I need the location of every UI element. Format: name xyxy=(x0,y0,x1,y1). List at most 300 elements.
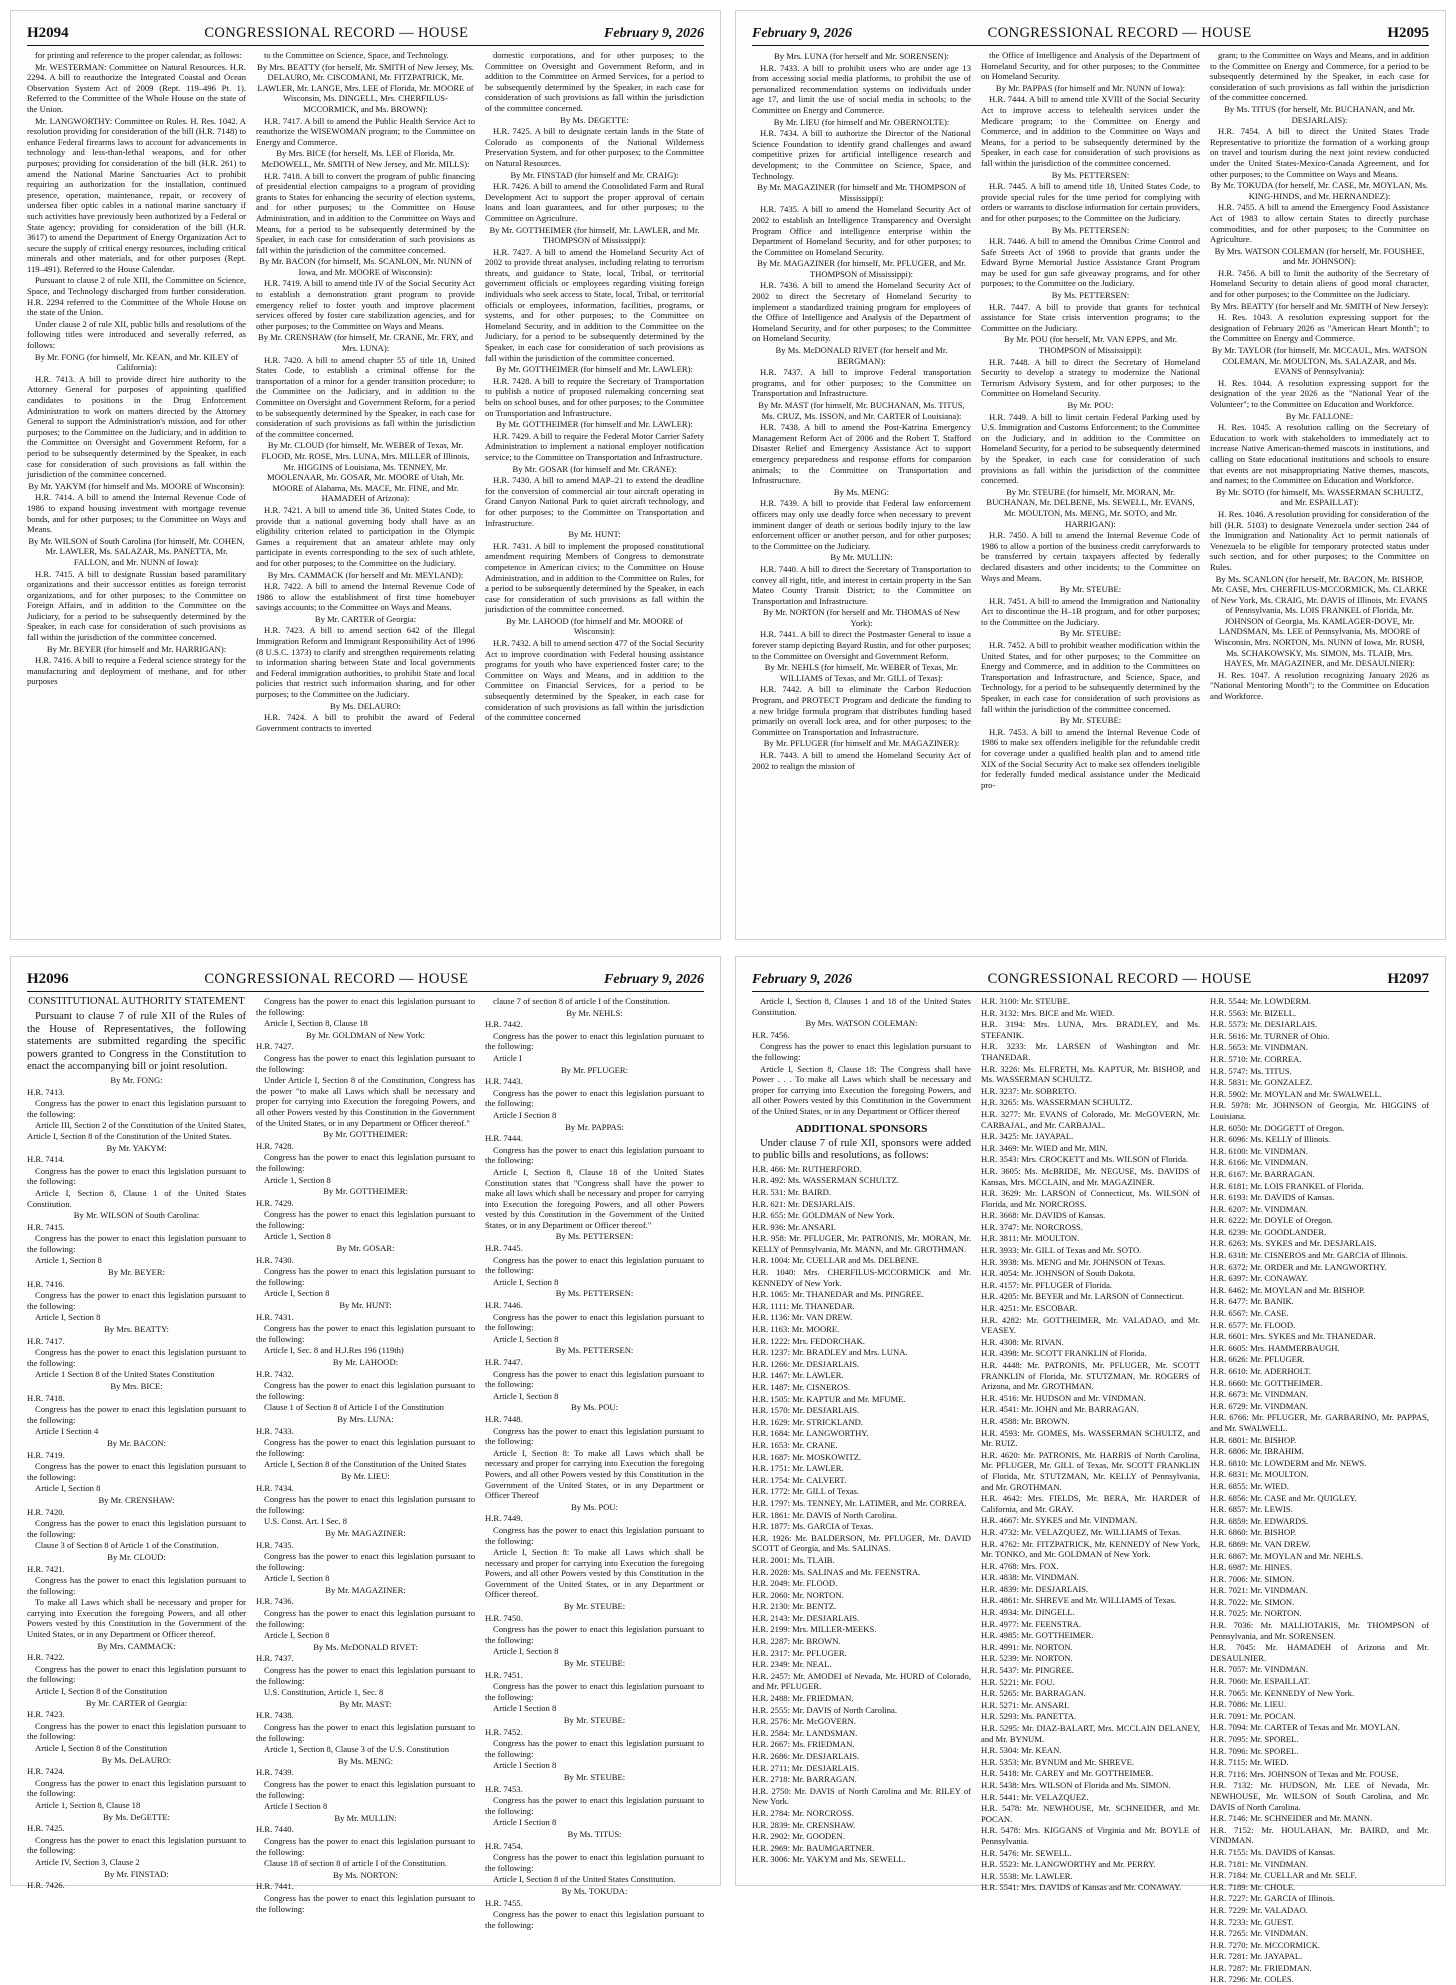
sponsor-entry: H.R. 6869: Mr. VAN DREW. xyxy=(1210,1538,1311,1549)
statement-text: Article I, Sec. 8 and H.J.Res 196 (119th) xyxy=(264,1345,404,1356)
sponsor-entry: H.R. 6810: Mr. LOWDERM and Mr. NEWS. xyxy=(1210,1457,1367,1468)
sponsor-line: By Mr. STEUBE (for himself, Mr. MORAN, Mr. BUCHANAN, Mr. DELBENE, Ms. SEWELL, Mr. EVANS, Mr. MOULTON, Ms. MENG, Mr. SOTO, and Mr. HARRIGAN): xyxy=(986,486,1195,529)
sponsor-line: By Ms. MENG: xyxy=(833,486,890,497)
sponsor-entry: H.R. 7006: Mr. SIMON. xyxy=(1210,1573,1295,1584)
sponsor-entry: H.R. 4991: Mr. NORTON. xyxy=(981,1641,1073,1652)
sponsor-entry: H.R. 3938: Ms. MENG and Mr. JOHNSON of Texas. xyxy=(981,1256,1166,1267)
sponsor-entry: H.R. 1772: Mr. GILL of Texas. xyxy=(752,1486,860,1497)
sponsor-entry: H.R. 7094: Mr. CARTER of Texas and Mr. MOYLAN. xyxy=(1210,1722,1400,1733)
section-title-additional-sponsors: ADDITIONAL SPONSORS xyxy=(795,1122,928,1135)
bill-number: H.R. 7428. xyxy=(256,1140,294,1151)
sponsor-entry: H.R. 5265: Mr. BARRAGAN. xyxy=(981,1688,1086,1699)
statement-text: Article I, Section 8 xyxy=(493,1646,559,1657)
sponsor-entry: H.R. 3194: Mrs. LUNA, Mrs. BRADLEY, and Ms. STEFANIK. xyxy=(981,1019,1200,1040)
sponsor-entry: H.R. 1065: Mr. THANEDAR and Ms. PINGREE. xyxy=(752,1289,924,1300)
sponsor-line: By Mr. GOTTHEIMER (for himself and Mr. LAWLER): xyxy=(496,364,693,375)
sponsor-entry: H.R. 7065: Mr. KENNEDY of New York. xyxy=(1210,1687,1355,1698)
bill-number: H.R. 7439. xyxy=(256,1767,294,1778)
sponsor-entry: H.R. 1653: Mr. CRANE. xyxy=(752,1439,838,1450)
bill-number: H.R. 7455. xyxy=(485,1897,523,1908)
statement-text: Congress has the power to enact this legislation pursuant to the following: xyxy=(27,1165,246,1187)
sponsor-entry: H.R. 1684: Mr. LANGWORTHY. xyxy=(752,1428,869,1439)
sponsor-entry: H.R. 2317: Mr. PFLUGER. xyxy=(752,1647,847,1658)
statement-text: Under Article I, Section 8 of the Constitution, Congress has the power "to make all Laws which shall be necessary and proper for carrying into Execution the foregoing Powers, and all other Powers vested by this Constitution in the Government of the United States, or in any Department or Officer thereof." xyxy=(256,1075,475,1128)
statement-text: Congress has the power to enact this legislation pursuant to the following: xyxy=(27,1834,246,1856)
column-3 xyxy=(485,996,704,1930)
statement-text: Article 1 Section 8 of the United States Constitution xyxy=(35,1369,215,1380)
sponsor-entry: H.R. 5418: Mr. CAREY and Mr. GOTTHEIMER. xyxy=(981,1768,1154,1779)
sponsor-line: By Ms. PETTERSEN: xyxy=(1051,224,1130,235)
page-header xyxy=(752,25,1429,46)
sponsor-line: By Ms. McDONALD RIVET (for herself and Mr. BERGMAN): xyxy=(775,345,948,366)
bill-entry: H.R. 7424. A bill to prohibit the award of Federal Government contracts to inverted xyxy=(256,712,475,733)
sponsor-entry: H.R. 7057: Mr. VINDMAN. xyxy=(1210,1664,1308,1675)
statement-text: Congress has the power to enact this legislation pursuant to the following: xyxy=(27,1461,246,1482)
statement-text: Congress has the power to enact this legislation pursuant to the following: xyxy=(485,1795,704,1816)
sponsor-entry: H.R. 531: Mr. BAIRD. xyxy=(752,1186,832,1197)
sponsor-entry: H.R. 4732: Mr. VELAZQUEZ, Mr. WILLIAMS of Texas. xyxy=(981,1526,1182,1537)
sponsor-entry: H.R. 6577: Mr. FLOOD. xyxy=(1210,1319,1296,1330)
sponsor-entry: H.R. 7036: Mr. MALLIOTAKIS, Mr. THOMPSON of Pennsylvania, and Mr. SORENSEN. xyxy=(1210,1620,1429,1641)
page-header xyxy=(752,971,1429,992)
statement-text: Congress has the power to enact this legislation pursuant to the following: xyxy=(256,1380,475,1401)
sponsor-entry: H.R. 5573: Mr. DESJARLAIS. xyxy=(1210,1019,1318,1030)
sponsor-line: By Mrs. WATSON COLEMAN: xyxy=(805,1018,918,1029)
statement-text: Clause 3 of Section 8 of Article 1 of the Constitution. xyxy=(35,1540,219,1551)
sponsor-line: By Mrs. BICE: xyxy=(110,1381,163,1391)
statement-text: Congress has the power to enact this legislation pursuant to the following: xyxy=(256,1494,475,1515)
sponsor-line: By Mr. TOKUDA (for herself, Mr. CASE, Mr. MOYLAN, Ms. KING-HINDS, and Mr. HERNANDEZ): xyxy=(1211,180,1428,201)
statement-text: Article IV, Section 3, Clause 2 xyxy=(35,1856,140,1867)
statement-text: Congress has the power to enact this legislation pursuant to the following: xyxy=(256,1778,475,1800)
bill-number: H.R. 7425. xyxy=(27,1823,65,1834)
bill-entry: H.R. 7454. A bill to direct the United States Trade Representative to prioritize the formation of a working group on travel and tourism during the next joint review conducted under the United States-Mexico-Canada Agreement, and for other purposes; to the Committee on Ways and Means. xyxy=(1210,126,1429,179)
sponsor-line: By Mr. MAST (for himself, Mr. BUCHANAN, Ms. TITUS, Ms. CRUZ, Ms. ISSON, and Mr. CARTER of Louisiana): xyxy=(758,400,965,421)
bill-entry: H.R. 7421. A bill to amend title 36, United States Code, to provide that a national governing body shall have as an eligibility criterion related to participation in the Olympic Games a requirement that an amateur athlete may only participate in events corresponding to the sex of such athlete, and for other purposes; to the Committee on the Judiciary. xyxy=(256,504,475,568)
sponsor-entry: H.R. 4588: Mr. BROWN. xyxy=(981,1415,1070,1426)
sponsor-entry: H.R. 7091: Mr. POCAN. xyxy=(1210,1710,1296,1721)
sponsor-line: By Mr. FINSTAD: xyxy=(104,1868,169,1879)
sponsor-entry: H.R. 6167: Mr. BARRAGAN. xyxy=(1210,1168,1315,1179)
bill-number: H.R. 7444. xyxy=(485,1133,523,1144)
statement-text: Article 1, Section 8, Clause 18 xyxy=(35,1799,141,1810)
bill-number: H.R. 7451. xyxy=(485,1669,523,1680)
sponsor-entry: H.R. 4620: Mr. PATRONIS, Mr. HARRIS of North Carolina, Mr. PFLUGER, Mr. GILL of Texas, Mr. SCOTT FRANKLIN of Florida, Mr. STUTZMAN, Mr. KELLY of Pennsylvania, and Mr. GROTHMAN. xyxy=(981,1449,1200,1492)
statement-text: Congress has the power to enact this legislation pursuant to the following: xyxy=(27,1098,246,1119)
sponsor-line: By Mr. LAHOOD (for himself and Mr. MOORE of Wisconsin): xyxy=(505,615,684,637)
sponsor-entry: H.R. 2784: Mr. NORCROSS. xyxy=(752,1807,854,1818)
bill-entry: H.R. 7456. A bill to limit the authority of the Secretary of Homeland Security to detain aliens of good moral character, and for other purposes; to the Committee on the Judiciary. xyxy=(1210,267,1429,300)
bill-entry: H.R. 7442. A bill to eliminate the Carbon Reduction Program, and PROTECT Program and dedicate the funding to a new bridge formula program that distributes funding based primarily on overall lock area, and for other purposes; to the Committee on Transportation and Infrastructure. xyxy=(752,684,971,737)
sponsor-entry: H.R. 2130: Mr. BENTZ. xyxy=(752,1601,837,1612)
bill-entry: H.R. 7451. A bill to amend the Immigration and Nationality Act to discontinue the H–1B program, and for other purposes; to the Committee on the Judiciary. xyxy=(981,595,1200,627)
bill-entry: H.R. 7446. A bill to amend the Omnibus Crime Control and Safe Streets Act of 1968 to provide that grants under the Edward Byrne Memorial Justice Assistance Grant Program may be used for gun safe giveaway programs, and for other purposes; to the Committee on the Judiciary. xyxy=(981,236,1200,289)
sponsor-entry: H.R. 6673: Mr. VINDMAN. xyxy=(1210,1389,1308,1400)
statement-text: Congress has the power to enact this legislation pursuant to the following: xyxy=(27,1347,246,1368)
sponsor-line: By Ms. TITUS (for herself, Mr. BUCHANAN, and Mr. DESJARLAIS): xyxy=(1224,103,1415,125)
sponsor-line: By Mr. CRENSHAW: xyxy=(98,1494,175,1505)
sponsor-entry: H.R. 6372: Mr. ORDER and Mr. LANGWORTHY. xyxy=(1210,1261,1387,1272)
bill-entry: H.R. 7440. A bill to direct the Secretary of Transportation to convey all right, title, and interest in certain property in the San Mateo County Transit District; to the Committee on Transportation and Infrastructure. xyxy=(752,563,971,606)
bill-entry: H.R. 7437. A bill to improve Federal transportation programs, and for other purposes; to the Committee on Transportation and Infrastructure. xyxy=(752,367,971,399)
sponsor-line: By Mr. NEHLS (for himself, Mr. WEBER of Texas, Mr. WILLIAMS of Texas, and Mr. GILL of Texas): xyxy=(764,662,959,683)
sponsor-entry: H.R. 7096: Mr. SPOREL. xyxy=(1210,1745,1299,1756)
sponsor-entry: H.R. 7152: Mr. HOULAHAN, Mr. BAIRD, and Mr. VINDMAN. xyxy=(1210,1824,1429,1846)
statement-text: Article I Section 8 xyxy=(493,1817,557,1828)
statement-text: Congress has the power to enact this legislation pursuant to the following: xyxy=(256,1209,475,1230)
sponsor-entry: H.R. 7227: Mr. GARCIA of Illinois. xyxy=(1210,1893,1335,1904)
sponsor-entry: H.R. 6166: Mr. VINDMAN. xyxy=(1210,1157,1308,1168)
sponsor-entry: H.R. 7184: Mr. CUELLAR and Mr. SELF. xyxy=(1210,1870,1357,1881)
bill-number: H.R. 7438. xyxy=(256,1710,294,1721)
statement-text: Congress has the power to enact this legislation pursuant to the following: xyxy=(485,1852,704,1873)
bill-number: H.R. 7435. xyxy=(256,1539,294,1550)
sponsor-entry: H.R. 3226: Ms. ELFRETH, Ms. KAPTUR, Mr. BISHOP, and Ms. WASSERMAN SCHULTZ. xyxy=(981,1063,1200,1085)
sponsor-entry: H.R. 4541: Mr. JOHN and Mr. BARRAGAN. xyxy=(981,1404,1139,1415)
bill-entry: Mr. LANGWORTHY: Committee on Rules. H. Res. 1042. A resolution providing for consideration of the bill (H.R. 7148) to enhance Federal firearms laws to account for advancements in technology and less-than-lethal weapons, and for other purposes; providing for consideration of the bill (H.R. 261) to amend the National Marine Sanctuaries Act to prohibit requiring an authorization for the installation, continued presence, operation, maintenance, repair, or recovery of undersea fiber optic cables in a national marine sanctuary if such activities have previously been authorized by a Federal or State agency; providing for consideration of the bill (H.R. 3617) to amend the Department of Energy Organization Act to secure the supply of critical energy resources, including critical minerals and other materials, and for other purposes (Rept. 119–491). Referred to the House Calendar. xyxy=(27,115,246,274)
sponsor-entry: H.R. 1570: Mr. DESJARLAIS. xyxy=(752,1405,860,1416)
bill-entry: H.R. 7444. A bill to amend title XVIII of the Social Security Act to improve access to telehealth services under the Medicare program; to the Committee on Energy and Commerce, and in addition to the Committee on Ways and Means, for a period to be subsequently determined by the Speaker, in each case for consideration of such provisions as fall within the jurisdiction of the committee concerned. xyxy=(981,94,1200,168)
sponsor-entry: H.R. 5478: Mrs. KIGGANS of Virginia and Mr. BOYLE of Pennsylvania. xyxy=(981,1825,1200,1846)
sponsor-entry: H.R. 2199: Mrs. MILLER-MEEKS. xyxy=(752,1624,877,1635)
sponsor-entry: H.R. 4516: Mr. HUDSON and Mr. VINDMAN. xyxy=(981,1392,1146,1403)
sponsor-entry: H.R. 3629: Mr. LARSON of Connecticut, Ms. WILSON of Florida, and Mr. NORCROSS. xyxy=(981,1188,1200,1209)
sponsor-line: By Mr. PAPPAS: xyxy=(565,1121,624,1132)
bill-entry: H. Res. 1047. A resolution recognizing January 2026 as "National Mentoring Month"; to the Committee on Education and Workforce. xyxy=(1210,669,1429,702)
statement-text: Congress has the power to enact this legislation pursuant to the following: xyxy=(485,1909,704,1930)
statement-text: Congress has the power to enact this legislation pursuant to the following: xyxy=(485,1624,704,1645)
bill-entry: H.R. 7418. A bill to convert the program of public financing of presidential election campaigns to a program of providing grants to States for enhancing the security of election systems, and for other purposes; to the Committee on House Administration, and in addition to the Committee on Ways and Means, for a period to be subsequently determined by the Speaker, in each case for consideration of such provisions as fall within the jurisdiction of the committee concerned. xyxy=(256,170,475,255)
statement-text: Article I, Section 8, Clause 18: The Congress shall have Power . . . To make all Laws which shall be necessary and proper for carrying into Execution the foregoing Powers, and all other Powers vested by this Constitution in the Government of the United States, or in any Department or Officer thereof xyxy=(752,1063,971,1116)
statement-text: Article I, Section 8 xyxy=(493,1276,559,1287)
bill-entry: H.R. 7420. A bill to amend chapter 55 of title 18, United States Code, to establish a criminal offense for the transportation of a minor for a gender transition procedure; to the Committee on the Judiciary, and in addition to the Committee on Oversight and Government Reform, for a period to be subsequently determined by the Speaker, in each case for consideration of such provisions as fall within the jurisdiction of the committee concerned. xyxy=(256,354,475,439)
sponsor-line: By Mr. LIEU (for himself and Mr. OBERNOLTE): xyxy=(773,116,950,127)
sponsor-line: By Mrs. CAMMACK: xyxy=(97,1640,176,1651)
sponsor-line: By Mr. PFLUGER (for himself and Mr. MAGAZINER): xyxy=(763,738,960,749)
sponsor-entry: H.R. 5831: Mr. GONZALEZ. xyxy=(1210,1077,1313,1088)
sponsor-entry: H.R. 2576: Mr. McGOVERN. xyxy=(752,1716,856,1727)
bill-number: H.R. 7446. xyxy=(485,1300,523,1311)
statement-text: Article I, Section 8 of the Constitution xyxy=(35,1686,167,1697)
sponsor-entry: H.R. 4934: Mr. DINGELL. xyxy=(981,1607,1075,1618)
sponsor-entry: H.R. 7146: Mr. SCHNEIDER and Mr. MANN. xyxy=(1210,1813,1373,1824)
bill-entry: H.R. 7425. A bill to designate certain lands in the State of Colorado as components of the National Wilderness Preservation System, and for other purposes; to the Committee on Natural Resources. xyxy=(485,126,704,168)
sponsor-entry: H.R. 6766: Mr. PFLUGER, Mr. GARBARINO, Mr. PAPPAS, and Mr. SWALWELL. xyxy=(1210,1412,1429,1433)
bill-entry: H.R. 7435. A bill to amend the Homeland Security Act of 2002 to establish an Intelligence Transparency and Oversight Program Office and intelligence enterprise within the Department of Homeland Security, and for other purposes; to the Committee on Homeland Security. xyxy=(752,204,971,257)
sponsor-entry: H.R. 2902: Mr. GOODEN. xyxy=(752,1831,845,1842)
bill-number: H.R. 7427. xyxy=(256,1041,294,1052)
bill-entry: H.R. 7453. A bill to amend the Internal Revenue Code of 1986 to make sex offenders ineligible for the refundable credit for coverage under a qualified health plan and to amend title XIX of the Social Security Act to make sex offenders ineligible for federally funded medical assistance under the Medicaid pro- xyxy=(981,726,1200,790)
sponsor-entry: H.R. 6856: Mr. CASE and Mr. QUIGLEY. xyxy=(1210,1492,1357,1503)
bill-number: H.R. 7453. xyxy=(485,1783,523,1794)
sponsor-line: By Mr. MAGAZINER: xyxy=(325,1584,406,1595)
sponsor-line: By Ms. PETTERSEN: xyxy=(555,1288,634,1299)
sponsor-line: By Mr. TAYLOR (for himself, Mr. MCCAUL, Mrs. WATSON COLEMAN, Mr. MOULTON, Ms. SALAZAR, and Ms. EVANS of Pennsylvania): xyxy=(1211,345,1428,377)
sponsor-line: By Mr. FONG (for himself, Mr. KEAN, and Mr. KILEY of California): xyxy=(34,351,239,373)
sponsor-entry: H.R. 5978: Mr. JOHNSON of Georgia, Mr. HIGGINS of Louisiana. xyxy=(1210,1100,1429,1121)
statements-list xyxy=(27,1075,246,1891)
sponsor-entry: H.R. 1111: Mr. THANEDAR. xyxy=(752,1300,855,1311)
sponsor-entry: H.R. 7095: Mr. SPOREL. xyxy=(1210,1734,1299,1744)
bill-entry: H.R. 7449. A bill to limit certain Federal Parking used by U.S. Immigration and Customs Enforcement; to the Committee on the Judiciary, and in addition to the Committee on Homeland Security, for a period to be subsequently determined by the Speaker, in each case for consideration of such provisions as fall within the jurisdiction of the committee concerned. xyxy=(981,411,1200,486)
sponsor-line: By Mr. STEUBE: xyxy=(563,1658,626,1669)
statement-text: Article I, Section 8 xyxy=(264,1573,330,1584)
sponsor-line: By Mr. STEUBE: xyxy=(563,1601,626,1612)
sponsor-entry: H.R. 2555: Mr. DAVIS of North Carolina. xyxy=(752,1704,897,1715)
sponsor-line: By Mr. STEUBE: xyxy=(1059,715,1122,726)
sponsor-entry: H.R. 936: Mr. ANSARI. xyxy=(752,1221,836,1232)
sponsor-entry: H.R. 3933: Mr. GILL of Texas and Mr. SOTO. xyxy=(981,1245,1142,1256)
statement-text: Article I Section 4 xyxy=(35,1426,99,1437)
sponsor-entry: H.R. 621: Mr. DESJARLAIS. xyxy=(752,1198,855,1209)
sponsor-line: By Mrs. LUNA (for herself and Mr. SORENSEN): xyxy=(774,51,949,61)
bill-entry: H.R. 7455. A bill to amend the Emergency Food Assistance Act of 1983 to allow certain States to directly purchase commodities, and for other purposes; to the Committee on Agriculture. xyxy=(1210,202,1429,245)
bill-entry: H. Res. 1043. A resolution expressing support for the designation of February 2026 as "American Heart Month"; to the Committee on Energy and Commerce. xyxy=(1210,312,1429,344)
publication-title: CONGRESSIONAL RECORD — HOUSE xyxy=(204,971,469,987)
bill-number: H.R. 7437. xyxy=(256,1653,294,1664)
column-2 xyxy=(256,996,475,1914)
sponsor-entry: H.R. 1754: Mr. CALVERT. xyxy=(752,1474,847,1485)
sponsor-entry: H.R. 4642: Mrs. FIELDS, Mr. BERA, Mr. HARDER of California, and Mr. GRAY. xyxy=(981,1493,1200,1514)
statement-text: Article 1, Section 8 xyxy=(264,1174,331,1185)
sponsor-entry: H.R. 1136: Mr. VAN DREW. xyxy=(752,1312,853,1323)
sponsor-entry: H.R. 6801: Mr. BISHOP. xyxy=(1210,1434,1297,1445)
sponsor-entry: H.R. 5616: Mr. TURNER of Ohio. xyxy=(1210,1030,1330,1041)
sponsor-entry: H.R. 7296: Mr. COLES. xyxy=(1210,1974,1294,1985)
sponsor-entry: H.R. 1163: Mr. MOORE. xyxy=(752,1324,840,1335)
bill-number: H.R. 7441. xyxy=(256,1881,294,1892)
sponsor-entry: H.R. 6601: Mrs. SYKES and Mr. THANEDAR. xyxy=(1210,1331,1376,1342)
sponsor-entry: H.R. 6867: Mr. MOYLAN and Mr. NEHLS. xyxy=(1210,1550,1364,1561)
sponsor-entry: H.R. 6096: Ms. KELLY of Illinois. xyxy=(1210,1134,1331,1145)
column-2 xyxy=(256,50,475,930)
statement-text: Congress has the power to enact this legislation pursuant to the following: xyxy=(256,1835,475,1857)
sponsor-entry: H.R. 2969: Mr. BAUMGARTNER. xyxy=(752,1842,875,1853)
sponsor-line: By Mr. NEHLS: xyxy=(566,1007,623,1018)
statement-text: Congress has the power to enact this legislation pursuant to the following: xyxy=(27,1777,246,1799)
page-date: February 9, 2026 xyxy=(752,26,852,41)
sponsor-line: By Mr. FALLONE: xyxy=(1285,410,1354,421)
bill-number: H.R. 7415. xyxy=(27,1221,65,1232)
section-intro: Under clause 7 of rule XII, sponsors were added to public bills and resolutions, as follows: xyxy=(752,1137,971,1162)
bill-number: H.R. 7422. xyxy=(27,1652,65,1663)
sponsor-line: By Mr. MAGAZINER: xyxy=(325,1527,406,1538)
bill-number: H.R. 7443. xyxy=(485,1076,523,1087)
column-2 xyxy=(981,50,1200,930)
bill-entry: H.R. 7427. A bill to amend the Homeland Security Act of 2002 to provide threat analyses, including relating to terrorism threats, and guidance to State, local, Tribal, or territorial government officials or employees regarding visiting foreign individuals who seek access to State, local, Tribal, or territorial officials or employees, information, facilities, programs, or systems, and for other purposes; to the Committee on Homeland Security, and in addition to the Committee on the Judiciary, for a period to be subsequently determined by the Speaker, in each case for consideration of such provisions as fall within the jurisdiction of the committee concerned. xyxy=(485,246,704,363)
sponsor-entry: H.R. 7229: Mr. VALADAO. xyxy=(1210,1904,1308,1915)
publication-title: CONGRESSIONAL RECORD — HOUSE xyxy=(987,971,1252,987)
sponsor-entry: H.R. 5293: Ms. PANETTA. xyxy=(981,1711,1077,1722)
sponsor-line: By Ms. DeLAURO: xyxy=(101,1754,172,1765)
sponsor-line: By Mrs. WATSON COLEMAN (for herself, Mr. FOUSHEE, and Mr. JOHNSON): xyxy=(1214,245,1425,267)
bill-entry: H.R. 7422. A bill to amend the Internal Revenue Code of 1986 to allow the establishment of first time homebuyer savings accounts; to the Committee on Ways and Means. xyxy=(256,581,475,613)
sponsor-entry: H.R. 2711: Mr. DESJARLAIS. xyxy=(752,1762,859,1773)
sponsor-entry: H.R. 2349: Mr. NEAL. xyxy=(752,1659,832,1670)
sponsor-entry: H.R. 5295: Mr. DIAZ-BALART, Mrs. MCCLAIN DELANEY, and Mr. BYNUM. xyxy=(981,1723,1200,1744)
sponsor-entry: H.R. 5544: Mr. LOWDERM. xyxy=(1210,996,1311,1006)
sponsor-entry: H.R. 2143: Mr. DESJARLAIS. xyxy=(752,1612,860,1623)
bill-entry: H.R. 7417. A bill to amend the Public Health Service Act to reauthorize the WISEWOMAN program; to the Committee on Energy and Commerce. xyxy=(256,115,475,147)
statement-text: Congress has the power to enact this legislation pursuant to the following: xyxy=(256,1551,475,1572)
sponsor-line: By Ms. MENG: xyxy=(337,1755,394,1766)
sponsor-entry: H.R. 3469: Mr. WIED and Mr. MIN. xyxy=(981,1142,1108,1153)
statement-text: Clause 1 of Section 8 of Article I of the Constitution xyxy=(264,1402,444,1413)
statement-text: Congress has the power to enact this legislation pursuant to the following: xyxy=(485,1738,704,1759)
statement-text: Congress has the power to enact this legislation pursuant to the following: xyxy=(256,1437,475,1458)
sponsor-line: By Ms. NORTON: xyxy=(333,1869,398,1880)
statement-text: Congress has the power to enact this legislation pursuant to the following: xyxy=(485,1681,704,1702)
sponsor-entry: H.R. 5353: Mr. BYNUM and Mr. SHREVE. xyxy=(981,1756,1135,1767)
statement-text: Article I Section 8 xyxy=(493,1703,557,1714)
column-1 xyxy=(27,996,246,1891)
sponsor-entry: H.R. 3605: Ms. McBRIDE, Mr. NEGUSE, Ms. DAVIDS of Kansas, Mrs. MCCLAIN, and Mr. MAGAZINER. xyxy=(981,1165,1200,1187)
statement-text: Article I, Section 8, Clause 18 of the United States Constitution states that "Congress shall have the power to make all laws which shall be necessary and proper for carrying into Execution the foregoing Powers, and all other Powers vested by this Constitution in the Government of the United States, or in any Department or Officer thereof." xyxy=(485,1166,704,1230)
sponsor-entry: H.R. 5476: Mr. SEWELL. xyxy=(981,1847,1072,1858)
sponsor-entry: H.R. 4157: Mr. PFLUGER of Florida. xyxy=(981,1279,1113,1290)
statement-text: Congress has the power to enact this legislation pursuant to the following: xyxy=(485,1524,704,1546)
statement-text: Congress has the power to enact this legislation pursuant to the following: xyxy=(256,1665,475,1686)
statement-text: Article 1, Section 8 xyxy=(264,1231,331,1242)
column-3 xyxy=(1210,996,1429,1985)
bill-number: H.R. 7431. xyxy=(256,1311,294,1322)
page-number: H2096 xyxy=(27,971,69,987)
sponsor-entry: H.R. 3006: Mr. YAKYM and Ms. SEWELL. xyxy=(752,1854,906,1865)
statement-text: Congress has the power to enact this legislation pursuant to the following: xyxy=(485,1144,704,1166)
page-number: H2094 xyxy=(27,25,69,41)
sponsor-entry: H.R. 6397: Mr. CONAWAY. xyxy=(1210,1273,1308,1284)
sponsor-entry: H.R. 1487: Mr. CISNEROS. xyxy=(752,1382,851,1392)
statement-text: Article I, Section 8 of the Constitution of the United States xyxy=(264,1459,467,1470)
sponsor-entry: H.R. 3668: Mr. DAVIDS of Kansas. xyxy=(981,1210,1106,1221)
statement-text: Congress has the power to enact this legislation pursuant to the following: xyxy=(256,1608,475,1629)
statement-text: Congress has the power to enact this legislation pursuant to the following: xyxy=(485,1254,704,1276)
bill-number: H.R. 7413. xyxy=(27,1086,65,1097)
sponsor-entry: H.R. 6605: Mrs. HAMMERBAUGH. xyxy=(1210,1342,1340,1353)
statement-text: Article 1, Section 8, Clause 3 of the U.S. Constitution xyxy=(264,1744,449,1755)
sponsor-line: By Mrs. BEATTY: xyxy=(104,1324,169,1335)
bill-number: H.R. 7426. xyxy=(27,1880,65,1891)
statement-text: Article I, Section 8, Clause 1 of the United States Constitution. xyxy=(27,1187,246,1209)
page-header xyxy=(27,25,704,46)
bill-entry: domestic corporations, and for other purposes; to the Committee on Oversight and Government Reform, and in addition to the Committee on Armed Services, for a period to be subsequently determined by the Speaker, in each case for consideration of such provisions as fall within the jurisdiction of the committee concerned. xyxy=(485,50,704,113)
statement-text: Congress has the power to enact this legislation pursuant to the following: xyxy=(256,1722,475,1743)
sponsor-entry: H.R. 958: Mr. PFLUGER, Mr. PATRONIS, Mr. MORAN, Mr. KELLY of Pennsylvania, Mr. MANN, and Mr. GROTHMAN. xyxy=(752,1233,971,1254)
page-date: February 9, 2026 xyxy=(752,972,852,987)
sponsor-entry: H.R. 5478: Mr. NEWHOUSE, Mr. SCHNEIDER, and Mr. POCAN. xyxy=(981,1803,1200,1824)
sponsor-entry: H.R. 7281: Mr. JAYAPAL. xyxy=(1210,1951,1303,1962)
sponsors-list xyxy=(752,1164,971,1865)
sponsor-entry: H.R. 2060: Mr. NORTON. xyxy=(752,1589,844,1600)
bill-number: H.R. 7442. xyxy=(485,1019,523,1030)
sponsor-line: By Mr. GOTTHEIMER: xyxy=(323,1186,408,1197)
sponsor-entry: H.R. 6567: Mr. CASE. xyxy=(1210,1308,1289,1319)
bill-entry: H.R. 7445. A bill to amend title 18, United States Code, to provide special rules for the time period for complying with orders or warrants to disclose information for certain providers, and for other purposes; to the Committee on the Judiciary. xyxy=(981,181,1200,223)
bill-number: H.R. 7421. xyxy=(27,1563,65,1574)
bill-entry: H.R. 7436. A bill to amend the Homeland Security Act of 2002 to direct the Secretary of Homeland Security to implement a standardized training program for employees of the Office of Intelligence and Analysis of the Department of Homeland Security, and for other purposes; to the Committee on Homeland Security. xyxy=(752,280,971,344)
bill-number: H.R. 7432. xyxy=(256,1368,294,1379)
statement-text: Article I, Section 8, Clauses 1 and 18 of the United States Constitution. xyxy=(752,996,971,1017)
bill-number: H.R. 7433. xyxy=(256,1425,294,1436)
bill-entry: Mr. WESTERMAN: Committee on Natural Resources. H.R. 2294. A bill to reauthorize the Integrated Coastal and Ocean Observation System Act of 2009 (Rept. 119–496 Pt. 1). Referred to the Committee of the Whole House on the state of the Union. xyxy=(27,61,246,114)
sponsor-line: By Mr. FINSTAD (for himself and Mr. CRAIG): xyxy=(510,169,679,180)
sponsor-line: By Mr. GOLDMAN of New York: xyxy=(305,1029,426,1040)
sponsor-entry: H.R. 2667: Ms. FRIEDMAN. xyxy=(752,1739,855,1750)
sponsor-line: By Ms. PETTERSEN: xyxy=(1051,169,1130,180)
sponsor-entry: H.R. 4768: Mrs. FOX. xyxy=(981,1560,1059,1571)
statement-text: Article I, Section 8 xyxy=(493,1390,559,1401)
sponsor-entry: H.R. 7270: Mr. MCCORMICK. xyxy=(1210,1939,1321,1950)
statement-text: Article I Section 8 xyxy=(264,1801,328,1812)
bill-entry: to the Committee on Science, Space, and Technology. xyxy=(264,50,449,60)
bill-entry: H.R. 7430. A bill to amend MAP–21 to extend the deadline for the conversion of commercial air tour aircraft operating in Grand Canyon National Park to quiet aircraft technology, and for other purposes; to the Committee on Transportation and Infrastructure. xyxy=(485,475,704,528)
sponsor-entry: H.R. 1926: Mr. BALDERSON, Mr. PFLUGER, Mr. DAVID SCOTT of Georgia, and Ms. SALINAS. xyxy=(752,1532,971,1554)
page-number: H2095 xyxy=(1387,25,1429,41)
sponsor-entry: H.R. 3811: Mr. MOULTON. xyxy=(981,1233,1080,1244)
sponsor-line: By Ms. DeGETTE: xyxy=(102,1811,171,1822)
sponsor-entry: H.R. 4762: Mr. FITZPATRICK, Mr. KENNEDY of New York, Mr. TONKO, and Mr. GOLDMAN of New York. xyxy=(981,1538,1200,1560)
column-1 xyxy=(752,996,971,1876)
bill-number: H.R. 7452. xyxy=(485,1726,523,1737)
sponsor-line: By Mr. WILSON of South Carolina: xyxy=(73,1210,200,1221)
sponsor-entry: H.R. 7116: Mrs. JOHNSON of Texas and Mr. FOUSE. xyxy=(1210,1768,1399,1779)
publication-title: CONGRESSIONAL RECORD — HOUSE xyxy=(204,25,469,41)
column-2 xyxy=(981,996,1200,1893)
sponsor-line: By Ms. SCANLON (for herself, Mr. BACON, Mr. BISHOP, Mr. CASE, Mrs. CHERFILUS-MCCORMICK, Ms. CLARKE of New York, Ms. CRAIG, Mr. DAVIS of Illinois, Mr. EVANS of Pennsylvania, Ms. LOIS FRANKEL of Florida, Mr. JOHNSON of Georgia, Ms. KAMLAGER-DOVE, Mr. LANDSMAN, Ms. LEE of Pennsylvania, Ms. MOORE of Wisconsin, Mrs. NORTON, Ms. NUNN of Iowa, Mr. RUSH, Ms. SCHAKOWSKY, Ms. SIMON, Ms. TLAIB, Mrs. HAYES, Mr. MAGAZINER, and Mr. DESAULNIER): xyxy=(1211,573,1428,669)
statement-text: Article I, Section 8 of the Constitution xyxy=(35,1743,167,1753)
bill-entry: H. Res. 1044. A resolution expressing support for the designation of the year 2026 as the "National Year of the Volunteer"; to the Committee on Education and Workforce. xyxy=(1210,377,1429,409)
bill-entry: H.R. 7416. A bill to require a Federal science strategy for the manufacturing and deployment of methane, and for other purposes xyxy=(27,655,246,687)
sponsor-entry: H.R. 3132: Mrs. BICE and Mr. WIED. xyxy=(981,1007,1115,1018)
sponsor-entry: H.R. 2457: Mr. AMODEI of Nevada, Mr. HURD of Colorado, and Mr. PFLUGER. xyxy=(752,1670,971,1692)
bill-entry: the Office of Intelligence and Analysis of the Department of Homeland Security, and for other purposes; to the Committee on Homeland Security. xyxy=(981,50,1200,82)
statement-text: Congress has the power to enact this legislation pursuant to the following: xyxy=(27,1290,246,1311)
sponsor-entry: H.R. 1797: Ms. TENNEY, Mr. LATIMER, and Mr. CORREA. xyxy=(752,1497,967,1508)
sponsor-entry: H.R. 2287: Mr. BROWN. xyxy=(752,1636,841,1647)
sponsor-entry: H.R. 6987: Mr. HINES. xyxy=(1210,1562,1292,1573)
sponsor-entry: H.R. 1687: Mr. MOSKOWITZ. xyxy=(752,1451,862,1462)
sponsor-entry: H.R. 1040: Mrs. CHERFILUS-MCCORMICK and Mr. KENNEDY of New York. xyxy=(752,1267,971,1288)
sponsor-entry: H.R. 1505: Mr. KAPTUR and Mr. MFUME. xyxy=(752,1393,906,1404)
statement-text: Congress has the power to enact this legislation pursuant to the following: xyxy=(485,1030,704,1052)
sponsor-entry: H.R. 1861: Mr. DAVIS of North Carolina. xyxy=(752,1509,897,1520)
sponsor-entry: H.R. 5304: Mr. KEAN. xyxy=(981,1745,1062,1756)
sponsor-entry: H.R. 2488: Mr. FRIEDMAN. xyxy=(752,1693,854,1704)
sponsor-entry: H.R. 4308: Mr. RIVAN. xyxy=(981,1336,1064,1347)
sponsor-entry: H.R. 492: Ms. WASSERMAN SCHULTZ. xyxy=(752,1175,900,1186)
sponsor-entry: H.R. 4839: Mr. DESJARLAIS. xyxy=(981,1583,1089,1594)
sponsor-entry: H.R. 3425: Mr. JAYAPAL. xyxy=(981,1131,1074,1142)
bill-number: H.R. 7416. xyxy=(27,1278,65,1289)
sponsor-line: By Mr. YAKYM: xyxy=(106,1142,167,1153)
sponsor-line: By Mr. YAKYM (for himself and Ms. MOORE of Wisconsin): xyxy=(28,480,245,491)
sponsor-entry: H.R. 4251: Mr. ESCOBAR. xyxy=(981,1303,1078,1314)
sponsor-entry: H.R. 4861: Mr. SHREVE and Mr. WILLIAMS of Texas. xyxy=(981,1595,1177,1606)
sponsor-entry: H.R. 2839: Mr. CRENSHAW. xyxy=(752,1819,856,1830)
sponsor-entry: H.R. 6318: Mr. CISNEROS and Mr. GARCIA of Illinois. xyxy=(1210,1250,1408,1261)
sponsor-line: By Ms. PETTERSEN: xyxy=(555,1345,634,1356)
sponsor-line: By Mr. CLOUD: xyxy=(107,1551,166,1562)
sponsor-line: By Mr. GOTTHEIMER (for himself, Mr. LAWLER, and Mr. THOMPSON of Mississippi): xyxy=(489,224,700,246)
sponsor-entry: H.R. 5221: Mr. FOU. xyxy=(981,1676,1055,1687)
sponsor-line: By Mr. PFLUGER: xyxy=(560,1064,629,1075)
bill-entry: H.R. 7413. A bill to provide direct hire authority to the Attorney General for purposes of appointing qualified candidates to positions in the Drug Enforcement Administration to work on matters directed by the Attorney General to support the Administration's mission, and for other purposes; to the Committee on the Judiciary, and in addition to the Committee on Oversight and Government Reform, for a period to be subsequently determined by the Speaker, in each case for consideration of such provisions as fall within the jurisdiction of the committee concerned. xyxy=(27,373,246,480)
bill-number: H.R. 7445. xyxy=(485,1243,523,1254)
bill-number: H.R. 7440. xyxy=(256,1824,294,1835)
sponsor-entry: H.R. 7287: Mr. FRIEDMAN. xyxy=(1210,1962,1312,1973)
sponsor-line: By Mr. BEYER: xyxy=(107,1267,166,1278)
sponsor-entry: H.R. 6462: Mr. MOYLAN and Mr. BISHOP. xyxy=(1210,1284,1365,1295)
